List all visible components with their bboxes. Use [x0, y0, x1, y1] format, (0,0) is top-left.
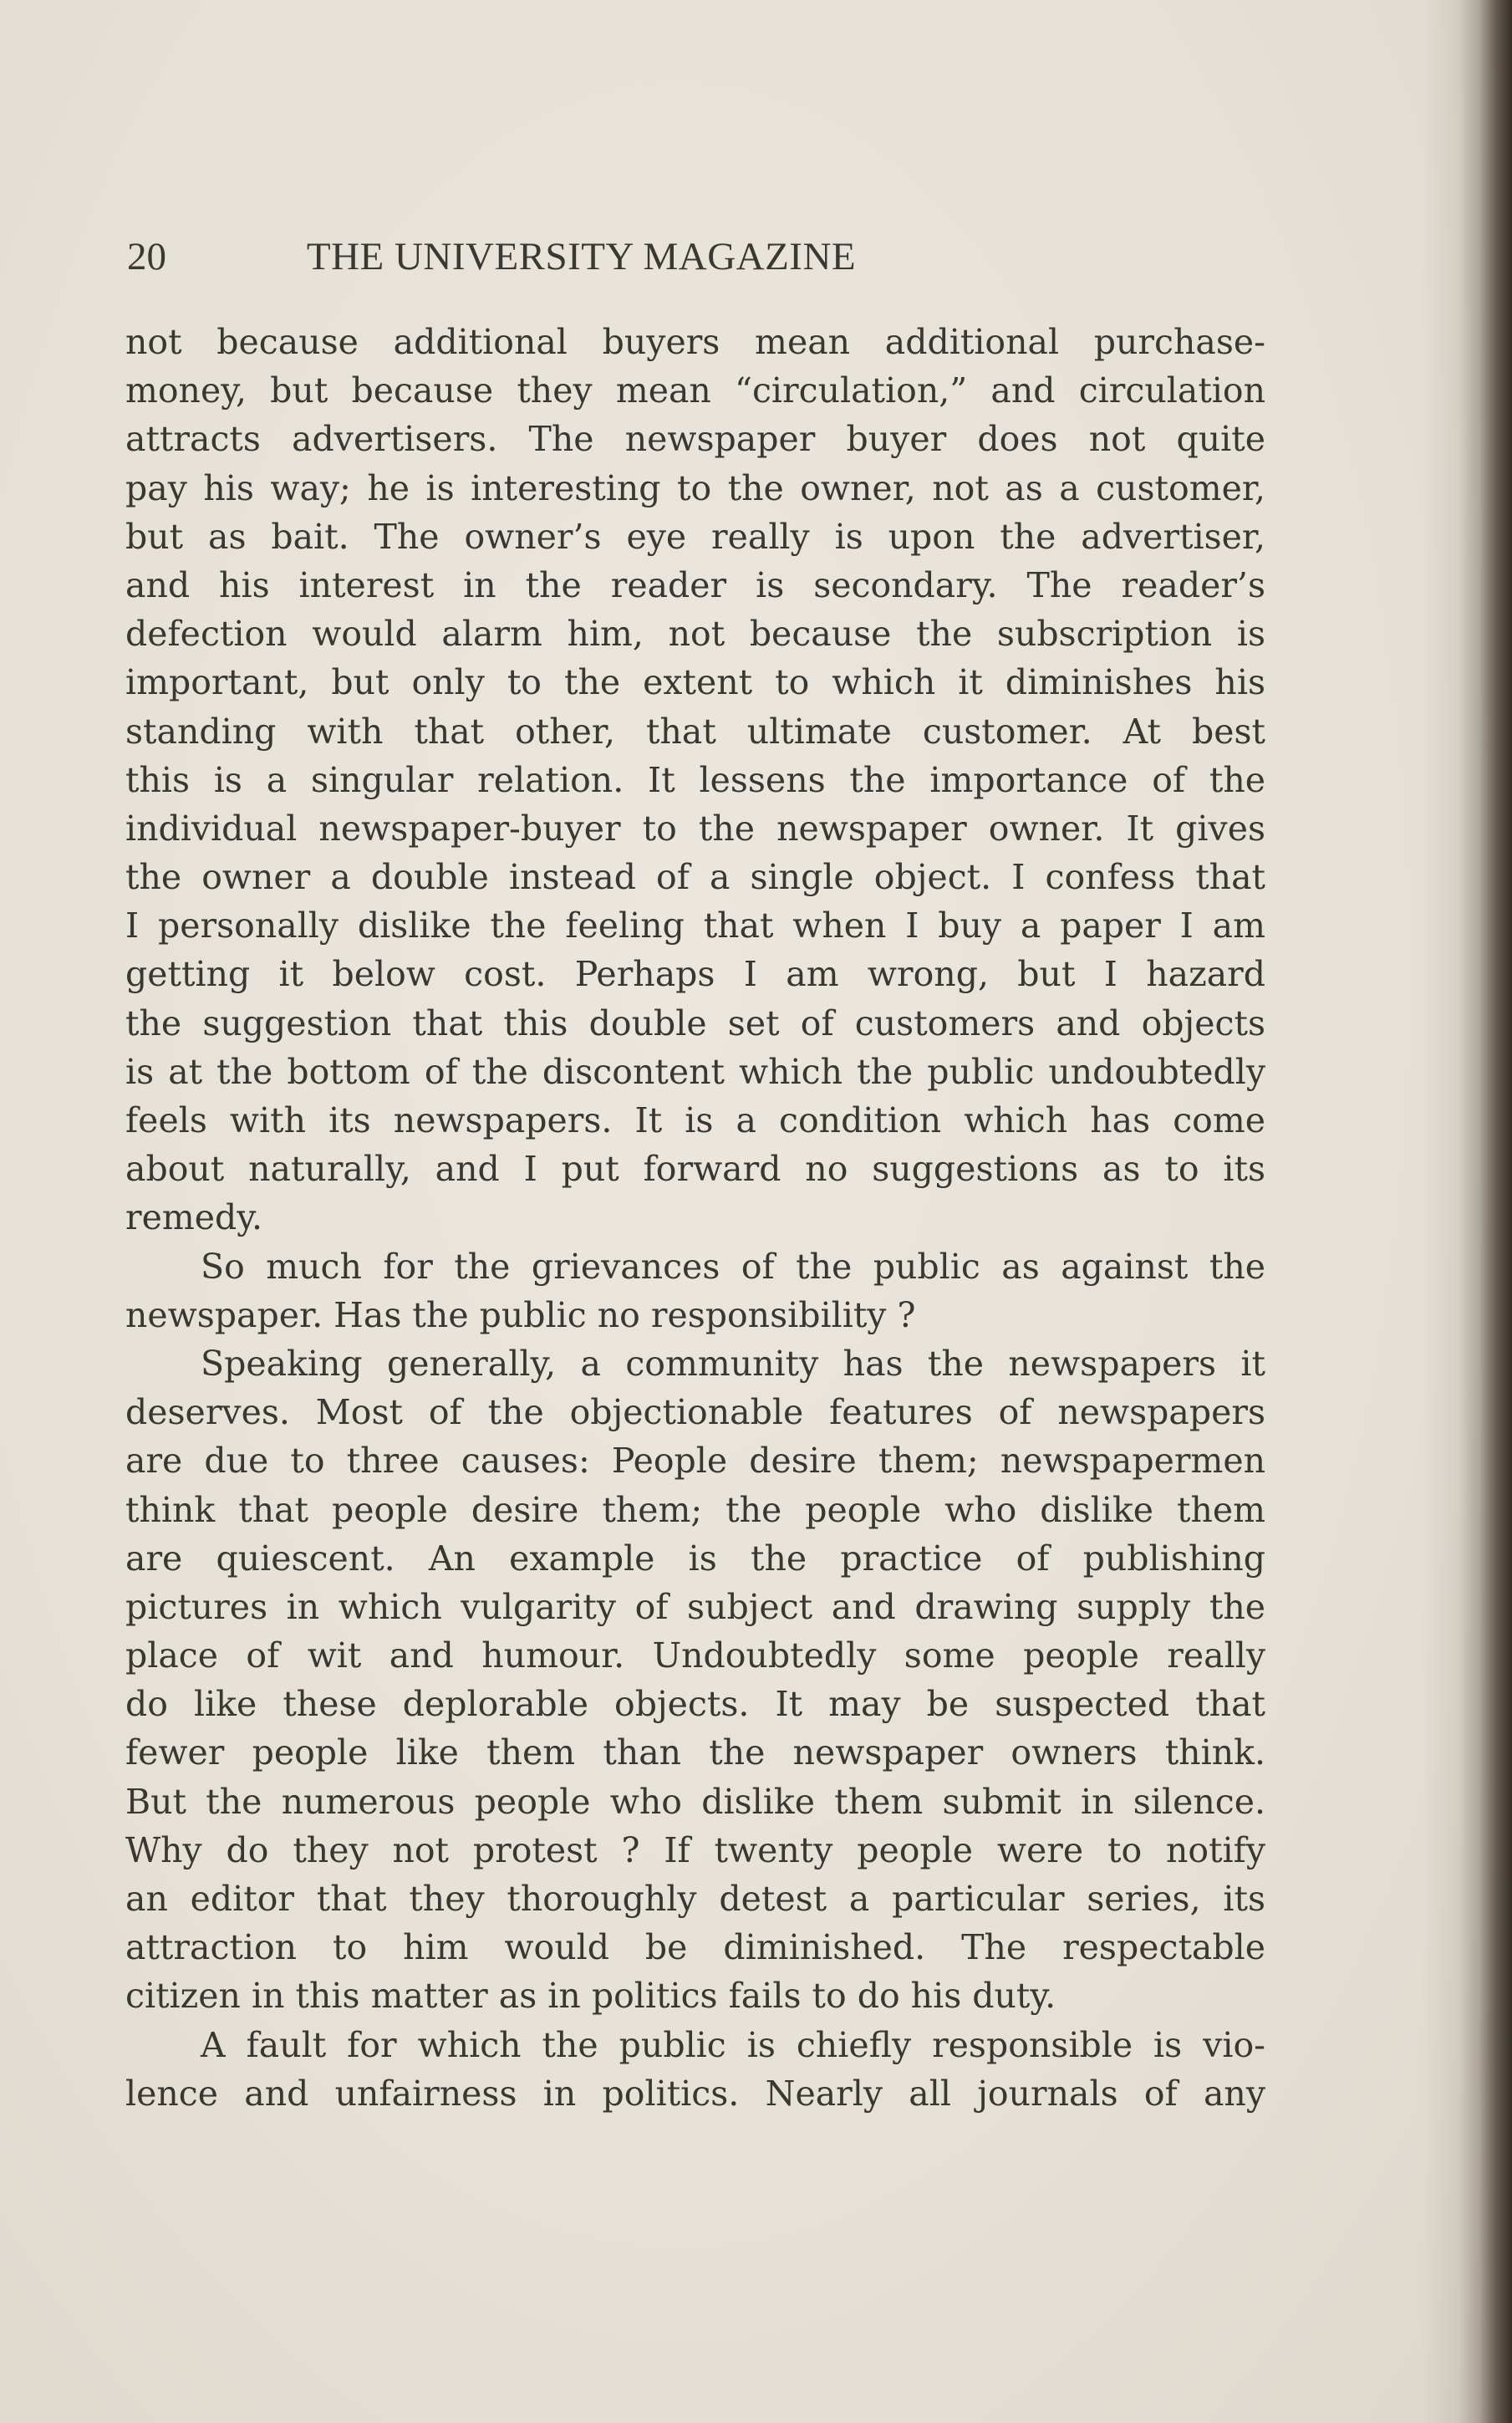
text-line: are quiescent. An example is the practice of publishing: [125, 1538, 1265, 1579]
body-text: [125, 318, 1265, 2118]
text-line: and his interest in the reader is secondary. The reader’s: [125, 564, 1265, 605]
text-line: but as bait. The owner’s eye really is upon the advertiser,: [125, 516, 1265, 557]
text-line: think that people desire them; the people who dislike them: [125, 1489, 1265, 1530]
text-line: an editor that they thoroughly detest a particular series, its: [125, 1879, 1265, 1919]
text-line: individual newspaper-buyer to the newspaper owner. It gives: [125, 808, 1265, 849]
text-line: money, but because they mean “circulation,” and circulation: [125, 370, 1265, 411]
text-line: pay his way; he is interesting to the owner, not as a customer,: [125, 467, 1265, 508]
page-number: 20: [127, 235, 166, 278]
text-line: pictures in which vulgarity of subject and drawing supply the: [125, 1586, 1265, 1627]
text-line: important, but only to the extent to which it diminishes his: [125, 662, 1265, 703]
text-line: this is a singular relation. It lessens the importance of the: [125, 759, 1265, 800]
text-line: not because additional buyers mean additional purchase-: [125, 322, 1265, 362]
text-line: feels with its newspapers. It is a condition which has come: [125, 1100, 1265, 1140]
text-line: fewer people like them than the newspaper owners think.: [125, 1732, 1265, 1773]
text-line: attraction to him would be diminished. The respectable: [125, 1927, 1265, 1968]
text-line: standing with that other, that ultimate customer. At best: [125, 711, 1265, 752]
page-header: [127, 227, 1026, 286]
text-line: remedy.: [125, 1197, 262, 1238]
text-line: about naturally, and I put forward no suggestions as to its: [125, 1149, 1265, 1190]
paragraph: [125, 318, 1265, 1242]
text-line: defection would alarm him, not because the subscription is: [125, 614, 1265, 655]
text-line: citizen in this matter as in politics fails to do his duty.: [125, 1976, 1056, 2017]
text-line: Speaking generally, a community has the newspapers it: [201, 1343, 1265, 1384]
text-line: place of wit and humour. Undoubtedly some people really: [125, 1635, 1265, 1676]
text-line: I personally dislike the feeling that when I buy a paper I am: [125, 905, 1265, 946]
text-line: A fault for which the public is chiefly responsible is vio-: [201, 2024, 1265, 2065]
running-title: THE UNIVERSITY MAGAZINE: [306, 235, 857, 278]
text-line: do like these deplorable objects. It may be suspected that: [125, 1684, 1265, 1725]
paragraph: [125, 1242, 1265, 1339]
text-line: the suggestion that this double set of customers and objects: [125, 1002, 1265, 1043]
text-line: attracts advertisers. The newspaper buyer does not quite: [125, 419, 1265, 460]
text-line: are due to three causes: People desire them; newspapermen: [125, 1441, 1265, 1482]
paragraph: [125, 1339, 1265, 2021]
text-line: lence and unfairness in politics. Nearly all journals of any: [125, 2073, 1265, 2114]
text-line: getting it below cost. Perhaps I am wrong, but I hazard: [125, 954, 1265, 995]
paragraph: [125, 2021, 1265, 2118]
text-line: So much for the grievances of the public as against the: [201, 1246, 1265, 1287]
text-line: newspaper. Has the public no responsibility ?: [125, 1294, 916, 1335]
text-line: But the numerous people who dislike them submit in silence.: [125, 1781, 1265, 1822]
text-line: the owner a double instead of a single object. I confess that: [125, 857, 1265, 898]
text-line: is at the bottom of the discontent which the public undoubtedly: [125, 1051, 1265, 1092]
text-line: deserves. Most of the objectionable features of newspapers: [125, 1392, 1265, 1433]
text-line: Why do they not protest ? If twenty people were to notify: [125, 1829, 1265, 1870]
